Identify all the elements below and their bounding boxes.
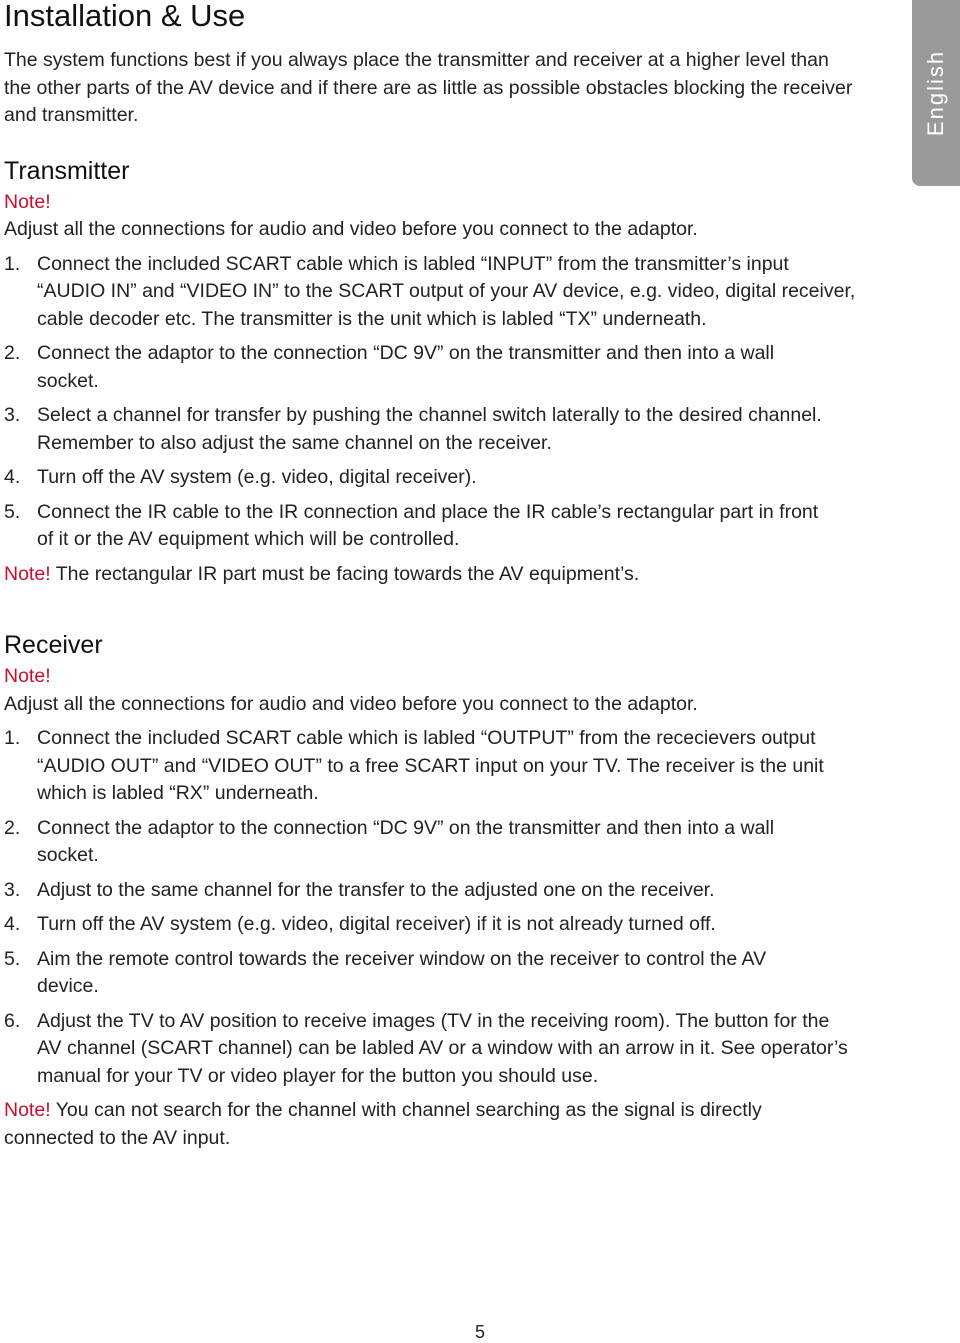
list-item (4, 725, 904, 808)
step-number: 2. (4, 342, 21, 364)
step-text: Aim the remote control towards the receiver window on the receiver to control the AV device. (37, 947, 767, 997)
step-number: 3. (4, 878, 21, 901)
note-text: You can not search for the channel with channel searching as the signal is directly connected to the AV input. (4, 1099, 762, 1149)
step-text: Connect the adaptor to the connection “DC 9V” on the transmitter and then into a wall socket. (37, 342, 775, 392)
list-item (4, 402, 904, 457)
page-number: 5 (474, 1322, 485, 1342)
step-text: Connect the adaptor to the connection “DC 9V” on the transmitter and then into a wall socket. (37, 816, 775, 866)
transmitter-steps (4, 251, 904, 554)
step-text: Turn off the AV system (e.g. video, digital receiver). (37, 466, 477, 488)
list-item (4, 251, 904, 334)
page-title: Installation & Use (4, 0, 246, 33)
intro-paragraph: The system functions best if you always place the transmitter and receiver at a higher level than the other parts of the AV device and if there are as little as possible obstacles blocking the receiver and transmitter. (4, 49, 853, 126)
receiver-note-label: Note! (4, 665, 51, 687)
receiver-steps (4, 725, 904, 1090)
receiver-section (4, 630, 904, 1152)
note-text: The rectangular IR part must be facing towards the AV equipment’s. (55, 562, 640, 585)
step-number: 4. (4, 913, 21, 935)
list-item (4, 877, 904, 905)
note-label: Note! (4, 1099, 51, 1121)
transmitter-note-label: Note! (4, 190, 51, 213)
page-content (4, 0, 904, 1152)
transmitter-heading: Transmitter (4, 156, 130, 185)
language-tab (912, 0, 960, 186)
step-text: Connect the IR cable to the IR connection and place the IR cable’s rectangular part in front of it or the AV equipment which will be controlled. (37, 500, 819, 550)
step-text: Connect the included SCART cable which is labled “INPUT” from the transmitter’s input “AUDIO IN” and “VIDEO IN” to the SCART output of your AV device, e.g. video, digital receiver, cable decoder etc. The transmitter is the unit which is labled “TX” underneath. (37, 252, 856, 330)
note-label: Note! (4, 562, 51, 585)
list-item (4, 1008, 904, 1091)
list-item (4, 499, 904, 554)
list-item (4, 340, 904, 395)
step-number: 4. (4, 466, 21, 488)
step-number: 1. (4, 727, 21, 749)
step-number: 6. (4, 1009, 21, 1032)
step-text: Adjust the TV to AV position to receive images (TV in the receiving room). The button for the AV channel (SCART channel) can be labled AV or a window with an arrow in it. See operator’s manual for your TV or video player for the button you should use. (37, 1009, 848, 1087)
step-number: 3. (4, 404, 21, 426)
language-tab-label: English (923, 49, 948, 137)
receiver-heading: Receiver (4, 631, 103, 659)
step-number: 5. (4, 500, 21, 523)
step-text: Turn off the AV system (e.g. video, digital receiver) if it is not already turned off. (37, 913, 716, 935)
list-item (4, 946, 904, 1001)
step-text: Adjust to the same channel for the transfer to the adjusted one on the receiver. (37, 878, 715, 901)
transmitter-final-note (4, 561, 904, 589)
list-item (4, 464, 904, 492)
transmitter-note-text: Adjust all the connections for audio and video before you connect to the adaptor. (4, 218, 698, 240)
receiver-note-text: Adjust all the connections for audio and video before you connect to the adaptor. (4, 692, 698, 715)
list-item (4, 815, 904, 870)
step-number: 5. (4, 947, 21, 970)
step-text: Select a channel for transfer by pushing the channel switch laterally to the desired channel. Remember to also adjust the same channel on the receiver. (37, 404, 822, 454)
step-number: 1. (4, 252, 21, 275)
step-text: Connect the included SCART cable which is labled “OUTPUT” from the rececievers output “AUDIO OUT” and “VIDEO OUT” to a free SCART input on your TV. The receiver is the unit which is labled “RX” underneath. (37, 727, 824, 804)
receiver-final-note (4, 1097, 804, 1152)
list-item (4, 911, 904, 939)
transmitter-section (4, 156, 904, 589)
step-number: 2. (4, 816, 21, 839)
